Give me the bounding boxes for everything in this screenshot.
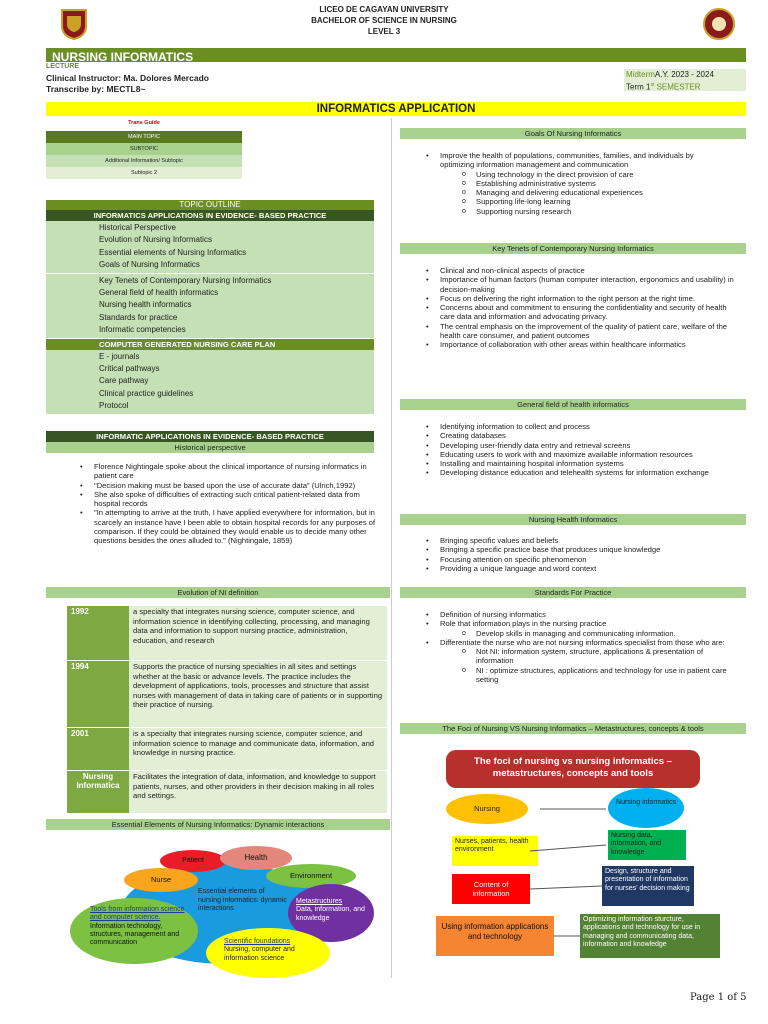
ni-year: Nursing Informatica xyxy=(67,771,129,813)
course-title: NURSING INFORMATICS xyxy=(52,50,194,64)
trans-guide-add: Additional Information/ Subtopic xyxy=(46,155,242,167)
meta-desc: Data, information, and knowledge xyxy=(296,906,365,922)
trans-guide-title: Trans Guide xyxy=(128,120,160,126)
scientific-text xyxy=(224,938,320,963)
list-item: • Developing user-friendly data entry and retrieval screens xyxy=(418,441,738,450)
ni-definition: Facilitates the integration of data, information, and knowledge to support patients, nurses, and other providers in their decision making in all roles and settings. xyxy=(129,771,387,813)
goals-title: Goals Of Nursing Informatics xyxy=(400,128,746,139)
list-item: • Focus on delivering the right information to the right person at the right time. xyxy=(418,294,738,303)
list-item: • Role that information plays in the nursing practice xyxy=(418,619,738,628)
semester: SEMESTER xyxy=(654,82,701,92)
table-row xyxy=(67,728,387,771)
nursing-box-1: Nurses, patients, health environment xyxy=(452,836,538,866)
table-row xyxy=(67,606,387,661)
ni-oval: Nursing informatics xyxy=(608,788,684,828)
outline-item: E - journals xyxy=(99,351,140,361)
patient-ellipse: Patient xyxy=(160,850,226,872)
essential-title: Essential Elements of Nursing Informatics: Dynamic interactions xyxy=(46,819,390,830)
ni-box-3: Optimizing information sturcture, applications and technology for use in managing and communicating data, information and knowledge xyxy=(580,914,720,958)
foci-arrows xyxy=(430,744,730,974)
list-item: • Definition of nursing informatics xyxy=(418,610,738,619)
ni-box-1: Nursing data, information, and knowledge xyxy=(608,830,686,860)
outline-item: Care pathway xyxy=(99,376,149,386)
trans-guide-main: MAIN TOPIC xyxy=(46,131,242,143)
standards-list xyxy=(418,610,738,684)
term-info xyxy=(624,69,746,91)
outline-item: Nursing health informatics xyxy=(99,300,192,310)
tenets-title: Key Tenets of Contemporary Nursing Informatics xyxy=(400,243,746,254)
trans-guide xyxy=(46,131,242,179)
tenets-list xyxy=(418,266,738,350)
nhi-title: Nursing Health Informatics xyxy=(400,514,746,525)
ni-definition: is a specialty that integrates nursing science, computer science, and information science to manage and communicate data, information, and knowledge in nursing practice. xyxy=(129,728,387,770)
column-divider xyxy=(391,118,392,978)
goals-list xyxy=(418,151,724,216)
list-item: • Improve the health of populations, communities, families, and individuals by optimizing information management and communication xyxy=(418,151,724,170)
list-item: o Managing and delivering educational experiences xyxy=(418,188,724,197)
list-item: o NI : optimize structures, applications and technology for use in patient care setting xyxy=(418,666,738,685)
general-list xyxy=(418,422,738,478)
list-item: • Bringing a specific practice base that produces unique knowledge xyxy=(418,545,744,554)
outline-heading-1: INFORMATICS APPLICATIONS IN EVIDENCE- BASED PRACTICE xyxy=(46,210,374,221)
list-item: • Clinical and non-clinical aspects of practice xyxy=(418,266,738,275)
list-item: o Using technology in the direct provision of care xyxy=(418,170,724,179)
trans-guide-sub2: Subtopic 2 xyxy=(46,167,242,179)
topic-outline xyxy=(46,200,374,414)
outline-group-1 xyxy=(46,221,374,274)
ni-year: 2001 xyxy=(67,728,129,770)
outline-item: Evolution of Nursing Informatics xyxy=(99,235,212,245)
list-item: • Installing and maintaining hospital information systems xyxy=(418,459,738,468)
essential-diagram xyxy=(70,842,380,982)
list-item: • Importance of human factors (human computer interaction, ergonomics and usability) in decision-making xyxy=(418,275,738,294)
tools-link[interactable]: Tools from information science and computer science. xyxy=(90,906,185,922)
outline-title: TOPIC OUTLINE xyxy=(46,200,374,210)
historical-title: Historical perspective xyxy=(46,442,374,453)
ni-definition: Supports the practice of nursing specialties in all sites and settings whether at the basic or advance levels. The practice includes the development of applications, tools, processes and structure that assist nurses with management of data in taking care of patients or in supporting their practice of nursing. xyxy=(129,661,387,727)
list-item: o Establishing administrative systems xyxy=(418,179,724,188)
health-ellipse: Health xyxy=(220,846,292,870)
list-item: • Identifying information to collect and process xyxy=(418,422,738,431)
ni-definition: a specialty that integrates nursing science, computer science, and information science in identifying collecting, processing, and managing data and information to support nursing practice, administration, education, and research xyxy=(129,606,387,660)
list-item: • Importance of collaboration with other areas within healthcare informatics xyxy=(418,340,738,349)
ni-box-2: Design, structure and presentation of information for nurses' decision making xyxy=(602,866,694,906)
outline-item: Protocol xyxy=(99,401,129,411)
list-item: • Bringing specific values and beliefs xyxy=(418,536,744,545)
list-item: • Florence Nightingale spoke about the clinical importance of nursing informatics in patient care xyxy=(72,462,386,481)
nurse-ellipse: Nurse xyxy=(124,868,198,892)
environment-ellipse: Environment xyxy=(266,864,356,888)
foci-title: The Foci of Nursing VS Nursing Informatics – Metastructures, concepts & tools xyxy=(400,723,746,734)
evolution-table xyxy=(67,606,387,814)
page-title: INFORMATICS APPLICATION xyxy=(316,103,476,115)
page-title-bar xyxy=(46,102,746,116)
academic-year: A.Y. 2023 - 2024 xyxy=(654,70,714,79)
term-label: Midterm xyxy=(626,70,655,79)
outline-group-2 xyxy=(46,274,374,339)
nhi-list xyxy=(418,536,744,573)
outline-group-3 xyxy=(46,350,374,414)
evolution-title: Evolution of NI definition xyxy=(46,587,390,598)
foci-diagram xyxy=(430,744,730,974)
outline-item: Informatic competencies xyxy=(99,325,186,335)
sci-desc: Nursing, computer and information science xyxy=(224,946,295,962)
list-item: • Concerns about and commitment to ensuring the confidentiality and security of health care data and information and advocating privacy. xyxy=(418,303,738,322)
instructor: Clinical Instructor: Ma. Dolores Mercado xyxy=(46,73,209,83)
list-item: • Differentiate the nurse who are not nursing informatics specialist from those who are: xyxy=(418,638,738,647)
standards-title: Standards For Practice xyxy=(400,587,746,598)
ni-year: 1992 xyxy=(67,606,129,660)
header-university: LICEO DE CAGAYAN UNIVERSITY xyxy=(319,5,449,14)
page-number: Page 1 of 5 xyxy=(690,992,747,1003)
table-row xyxy=(67,771,387,814)
metastructures-text xyxy=(296,898,366,923)
general-title: General field of health informatics xyxy=(400,399,746,410)
outline-item: Standards for practice xyxy=(99,312,178,322)
list-item: • She also spoke of difficulties of extracting such critical patient-related data from hospital records xyxy=(72,490,386,509)
list-item: • Creating databases xyxy=(418,431,738,440)
outline-item: Historical Perspective xyxy=(99,223,176,232)
list-item: o Supporting life-long learning xyxy=(418,197,724,206)
outline-item: General field of health informatics xyxy=(99,288,219,298)
nursing-box-2: Content of information xyxy=(452,874,530,904)
outline-item: Key Tenets of Contemporary Nursing Informatics xyxy=(99,275,272,285)
university-seal-right xyxy=(703,8,735,40)
header-level: LEVEL 3 xyxy=(367,27,401,36)
historical-list xyxy=(72,462,386,546)
outline-heading-2: COMPUTER GENERATED NURSING CARE PLAN xyxy=(46,339,374,350)
sci-link[interactable]: Scientific foundations xyxy=(224,938,291,945)
header-program: BACHELOR OF SCIENCE IN NURSING xyxy=(311,16,457,25)
list-item: • Educating users to work with and maximize available information resources xyxy=(418,450,738,459)
university-seal-left xyxy=(60,8,88,40)
list-item: • The central emphasis on the improvement of the quality of patient care, welfare of the health care consumer, and patient outcomes xyxy=(418,322,738,341)
list-item: • "Decision making must be based upon the use of accurate data" (Ulrich,1992) xyxy=(72,481,386,490)
outline-item: Clinical practice guidelines xyxy=(99,388,194,398)
list-item: • "In attempting to arrive at the truth, I have applied everywhere for information, but in scarcely an instance have I been able to obtain hospital records for any purposes of comparison. If they could be obtained they would enable us to decide many other questions besides the ones alluded to." (Nightingale, 1859) xyxy=(72,508,386,545)
list-item: • Providing a unique language and word context xyxy=(418,564,744,573)
evidence-heading: INFORMATIC APPLICATIONS IN EVIDENCE- BASED PRACTICE xyxy=(46,431,374,442)
nursing-oval: Nursing xyxy=(446,794,528,824)
nursing-box-3: Using information applications and technology xyxy=(436,916,554,956)
center-text: Essential elements of nursing informatics: dynamic interactions xyxy=(198,888,287,912)
trans-guide-sub: SUBTOPIC xyxy=(46,143,242,155)
ni-year: 1994 xyxy=(67,661,129,727)
term-sup: st xyxy=(650,82,655,88)
course-type: LECTURE xyxy=(46,63,80,70)
meta-link[interactable]: Metastructures xyxy=(296,898,343,905)
outline-item: Critical pathways xyxy=(99,364,160,374)
tools-text xyxy=(90,906,190,947)
table-row xyxy=(67,661,387,728)
tools-desc: Information technology, structures, management and communication xyxy=(90,922,180,947)
list-item: o Supporting nursing research xyxy=(418,207,724,216)
list-item: o Develop skills in managing and communicating information. xyxy=(418,629,738,638)
list-item: o Not NI: information system, structure, applications & presentation of information xyxy=(418,647,738,666)
outline-item: Goals of Nursing Informatics xyxy=(99,260,200,270)
course-title-bar xyxy=(46,48,746,62)
transcriber: Transcribe by: MECTL8~ xyxy=(46,84,146,94)
outline-item: Essential elements of Nursing Informatics xyxy=(99,247,247,257)
list-item: • Focusing attention on specific phenomenon xyxy=(418,555,744,564)
term-prefix: Term 1 xyxy=(626,82,651,92)
list-item: • Developing distance education and telehealth systems for information exchange xyxy=(418,468,738,477)
foci-banner: The foci of nursing vs nursing informatics – metastructures, concepts and tools xyxy=(446,750,700,788)
